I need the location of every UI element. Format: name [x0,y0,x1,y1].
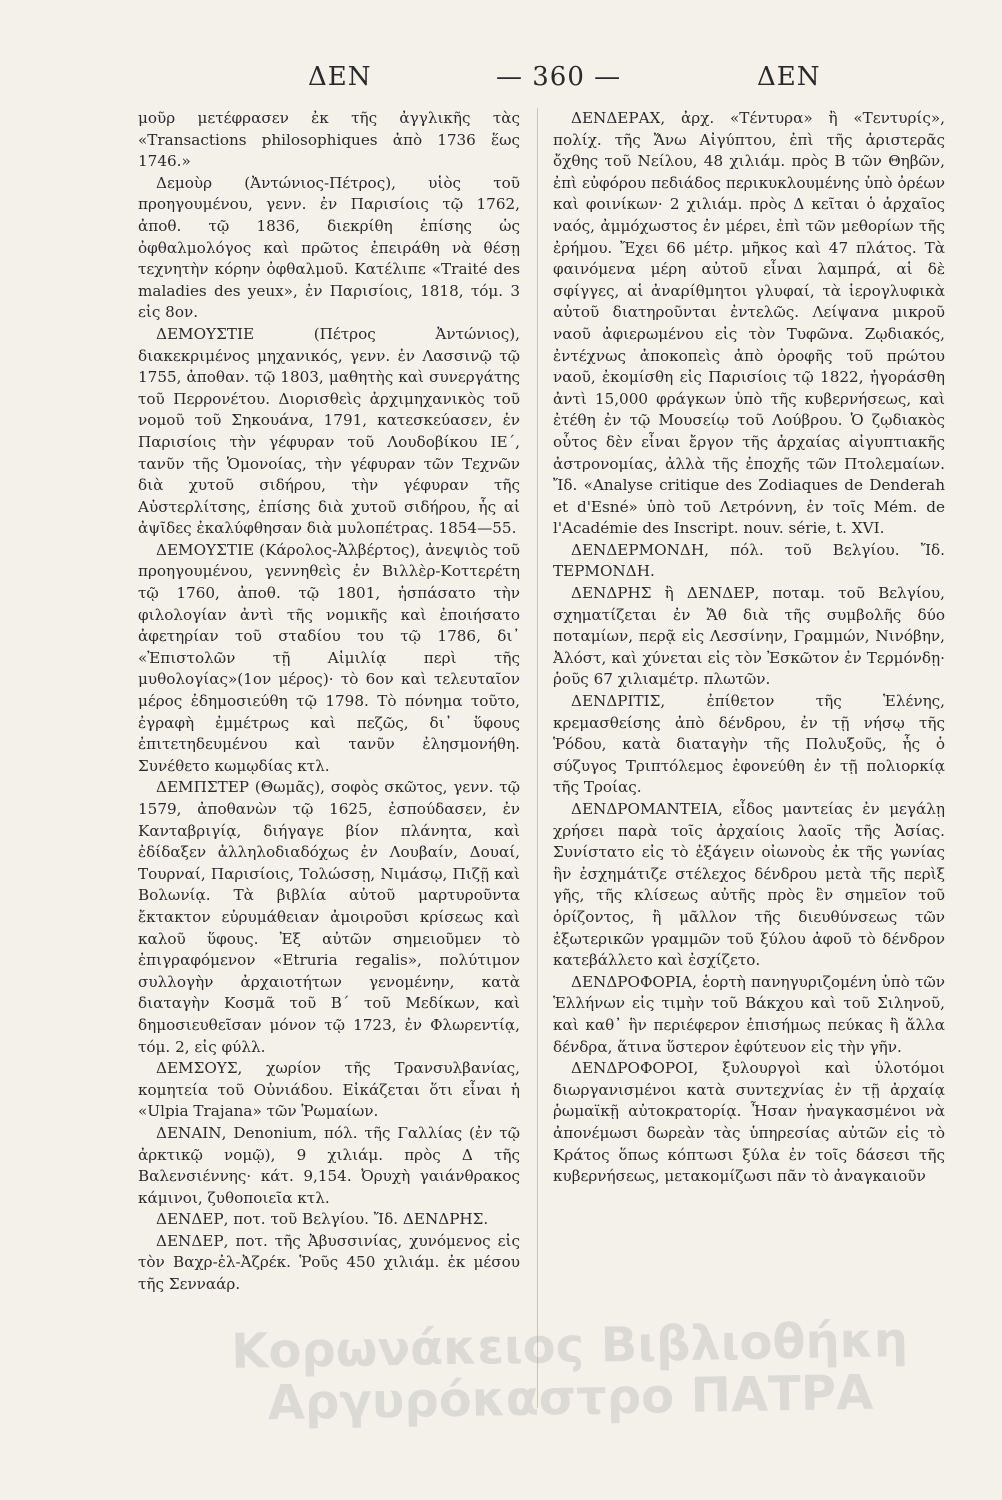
library-watermark: Κορωνάκειος Βιβλιοθήκη Αργυρόκαστρο ΠΑΤΡΑ [230,1312,909,1432]
right-column [553,108,945,1188]
column-divider [537,108,538,1408]
entry-text: ΔΕΜΠΣΤΕΡ (Θωμᾶς), σοφὸς σκῶτος, γενν. τῷ 1579, ἀποθανὼν τῷ 1625, ἐσπούδασεν, ἐν Κανταβριγίᾳ, διήγαγε βίον πλάνητα, καὶ ἐδίδαξεν ἀλληλοδιαδόχως ἐν Λουβαίν, Δουαί, Τουρναί, Παρισίοις, Τολώσσῃ, Νιμάσῳ, Πιζῇ καὶ Βολωνίᾳ. Τὰ βιβλία αὐτοῦ μαρτυροῦντα ἔκτακτον εὐρυμάθειαν ἀμοιροῦσι κρίσεως καὶ καλοῦ ὕφους. Ἐξ αὐτῶν σημειοῦμεν τὸ ἐπιγραφόμενον «Etruria regalis», πολύτιμον συλλογὴν ἀρχαιοτήτων γενομένην, κατὰ διαταγὴν Κοσμᾶ τοῦ Β΄ τοῦ Μεδίκων, καὶ δημοσιευθεῖσαν μόνον τῷ 1723, ἐν Φλωρεντίᾳ, τόμ. 2, εἰς φύλλ. [138,778,520,1056]
running-header [0,62,1002,102]
entry-text: ΔΕΝΔΡΙΤΙΣ, ἐπίθετον τῆς Ἑλένης, κρεμασθείσης ἀπὸ δένδρου, ἐν τῇ νήσῳ τῆς Ῥόδου, κατὰ διαταγὴν τῆς Πολυξοῦς, ἧς ὁ σύζυγος Τριπτόλεμος ἐφονεύθη ἐν τῇ πολιορκίᾳ τῆς Τροίας. [553,692,945,797]
entry-text: ΔΕΝΔΕΡΑΧ, ἀρχ. «Τέντυρα» ἢ «Τεντυρίς», πολίχ. τῆς Ἄνω Αἰγύπτου, ἐπὶ τῆς ἀριστερᾶς ὄχθης τοῦ Νείλου, 48 χιλιάμ. πρὸς Β τῶν Θηβῶν, ἐπὶ εὐφόρου πεδιάδος περικυκλουμένης ὑπὸ ὀρέων καὶ φοινίκων· 2 χιλιάμ. πρὸς Δ κεῖται ὁ ἀρχαῖος ναός, ἀμμόχωστος ἐν μέρει, ἐπὶ τῶν μεθορίων τῆς ἐρήμου. Ἔχει 66 μέτρ. μῆκος καὶ 47 πλάτος. Τὰ φαινόμενα μέρη αὐτοῦ εἶναι λαμπρά, αἱ δὲ σφίγγες, αἱ ἀναρίθμητοι γλυφαί, τὰ ἱερογλυφικὰ αὐτοῦ διατηροῦνται ἐντελῶς. Λείψανα μικροῦ ναοῦ ἀφιερωμένου εἰς τὸν Τυφῶνα. Ζῳδιακός, ἐντέχνως ἀποκοπεὶς ἀπὸ ὀροφῆς τοῦ πρώτου ναοῦ, ἐκομίσθη εἰς Παρισίοις τῷ 1822, ἠγοράσθη ἀντὶ 15,000 φράγκων ὑπὸ τῆς κυβερνήσεως, καὶ ἐτέθη ἐν τῷ Μουσείῳ τοῦ Λούβρου. Ὁ ζῳδιακὸς οὗτος δὲν εἶναι ἔργον τῆς ἀρχαίας αἰγυπτιακῆς ἀστρονομίας, ἀλλὰ τῆς ἐποχῆς τῶν Πτολεμαίων. Ἴδ. «Analyse critique des Zodiaques de Denderah et d'Esné» ὑπὸ τοῦ Λετρόννη, ἐν τοῖς Mém. de l'Académie des Inscript. nouv. série, t. XVI. [553,109,945,538]
entry-text: ΔΕΝΔΡΟΦΟΡΙΑ, ἑορτὴ πανηγυριζομένη ὑπὸ τῶν Ἑλλήνων εἰς τιμὴν τοῦ Βάκχου καὶ τοῦ Σιληνοῦ, καὶ καθ᾽ ἣν περιέφερον ἐπισήμως πεύκας ἢ ἄλλα δένδρα, ἅτινα ὕστερον ἐφύτευον εἰς τὴν γῆν. [553,972,945,1056]
entry-text: ΔΕΝΔΡΗΣ ἢ ΔΕΝΔΕΡ, ποταμ. τοῦ Βελγίου, σχηματίζεται ἐν Ἄθ διὰ τῆς συμβολῆς δύο ποταμίων, περᾷ εἰς Λεσσίνην, Γραμμών, Νινόβην, Ἀλόστ, καὶ χύνεται εἰς τὸν Ἐσκῶτον ἐν Τερμόνδῃ· ῥοῦς 67 χιλιαμέτρ. πλωτῶν. [553,584,945,689]
entry-text: ΔΕΝΔΡΟΦΟΡΟΙ, ξυλουργοὶ καὶ ὑλοτόμοι διωργανισμένοι κατὰ συντεχνίας ἐν τῇ ἀρχαίᾳ ῥωμαϊκῇ αὐτοκρατορίᾳ. Ἦσαν ἠναγκασμένοι νὰ ἀπονέμωσι δωρεὰν τὰς ὑπηρεσίας αὐτῶν εἰς τὸ Κράτος ὅπως κόπτωσι ξύλα ἐν τοῖς δάσεσι τῆς κυβερνήσεως, μετακομίζωσι πᾶν τὸ ἀναγκαιοῦν [553,1059,945,1186]
entry-text: μοῦρ μετέφρασεν ἐκ τῆς ἀγγλικῆς τὰς «Transactions philosophiques ἀπὸ 1736 ἕως 1746.» [138,109,520,171]
entry-text: ΔΕΝΔΡΟΜΑΝΤΕΙΑ, εἶδος μαντείας ἐν μεγάλῃ χρήσει παρὰ τοῖς ἀρχαίοις λαοῖς τῆς Ἀσίας. Συνίστατο εἰς τὸ ἐξάγειν οἰωνοὺς ἐκ τῆς γωνίας ἣν ἐσχημάτιζε στέλεχος δένδρου μετὰ τῆς περὶξ γῆς, τῆς κλίσεως αὐτῆς πρὸς ἓν σημεῖον τοῦ ὁρίζοντος, ἢ μᾶλλον τῆς διευθύνσεως τῶν ἐξωτερικῶν γραμμῶν τοῦ ξύλου ἀφοῦ τὸ δένδρον κατεβάλλετο καὶ ἐσχίζετο. [553,800,945,970]
header-left-guide-word: ΔΕΝ [308,62,372,92]
entry-text: ΔΕΜΟΥΣΤΙΕ (Πέτρος Ἀντώνιος), διακεκριμένος μηχανικός, γενν. ἐν Λασσινῷ τῷ 1755, ἀποθαν. τῷ 1803, μαθητὴς καὶ συνεργάτης τοῦ Περρονέτου. Διορισθεὶς ἀρχιμηχανικὸς τοῦ νομοῦ τοῦ Σηκουάνα, 1791, κατεσκεύασεν, ἐν Παρισίοις τὴν γέφυραν τοῦ Λουδοβίκου ΙΕ΄, τανῦν τῆς Ὁμονοίας, τὴν γέφυραν τῶν Τεχνῶν διὰ χυτοῦ σιδήρου, τὴν γέφυραν τῆς Αὐστερλίτσης, ἐπίσης διὰ χυτοῦ σιδήρου, ἧς αἱ ἀψῖδες ἐκαλύφθησαν διὰ μυλοπέτρας. 1854—55. [138,324,520,538]
entry-text: ΔΕΝΑΙΝ, Denonium, πόλ. τῆς Γαλλίας (ἐν τῷ ἀρκτικῷ νομῷ), 9 χιλιάμ. πρὸς Δ τῆς Βαλενσιέννης· κάτ. 9,154. Ὀρυχὴ γαιάνθρακος κάμινοι, ζυθοποιεῖα κτλ. [138,1123,520,1207]
header-right-guide-word: ΔΕΝ [757,62,821,92]
entry-text: ΔΕΜΣΟΥΣ, χωρίον τῆς Τρανσυλβανίας, κομητεία τοῦ Οὐνιάδου. Εἰκάζεται ὅτι εἶναι ἡ «Ulpia Trajana» τῶν Ῥωμαίων. [138,1059,520,1121]
left-column [138,108,520,1296]
entry-text: ΔΕΝΔΕΡ, ποτ. τῆς Ἀβυσσινίας, χυνόμενος εἰς τὸν Βαχρ-ἐλ-Ἀζρέκ. Ῥοῦς 450 χιλιάμ. ἐκ μέσου τῆς Σενναάρ. [138,1231,520,1294]
entry-text: Δεμοὺρ (Ἀντώνιος-Πέτρος), υἱὸς τοῦ προηγουμένου, γενν. ἐν Παρισίοις τῷ 1762, ἀποθ. τῷ 1836, διεκρίθη ἐπίσης ὡς ὀφθαλμολόγος καὶ πρῶτος ἐπειράθη νὰ θέσῃ τεχνητὴν κόρην ὀφθαλμοῦ. Κατέλιπε «Traité des maladies des yeux», ἐν Παρισίοις, 1818, τόμ. 3 εἰς 8ον. [138,173,520,322]
page-number: — 360 — [496,62,622,92]
entry-text: ΔΕΜΟΥΣΤΙΕ (Κάρολος-Ἀλβέρτος), ἀνεψιὸς τοῦ προηγουμένου, γεννηθεὶς ἐν Βιλλὲρ-Κοττερέτη τῷ 1760, ἀποθ. τῷ 1801, ἠσπάσατο τὴν φιλολογίαν ἀντὶ τῆς νομικῆς καὶ ἐποιήσατο ἀφετηρίαν τοῦ σταδίου του τῷ 1786, δι᾽ «Ἐπιστολῶν τῇ Αἰμιλίᾳ περὶ τῆς μυθολογίας»(1ον μέρος)· τὸ 6ον καὶ τελευταῖον μέρος ἐδημοσιεύθη τῷ 1798. Τὸ πόνημα τοῦτο, ἐγραφὴ ἐμμέτρως καὶ πεζῶς, δι᾽ ὕφους ἐπιτετηδευμένου καὶ τανῦν ἐλησμονήθη. Συνέθετο κωμῳδίας κτλ. [138,540,520,775]
entry-text: ΔΕΝΔΕΡΜΟΝΔΗ, πόλ. τοῦ Βελγίου. Ἴδ. ΤΕΡΜΟΝΔΗ. [553,540,945,581]
entry-text: ΔΕΝΔΕΡ, ποτ. τοῦ Βελγίου. Ἴδ. ΔΕΝΔΡΗΣ. [156,1210,489,1229]
